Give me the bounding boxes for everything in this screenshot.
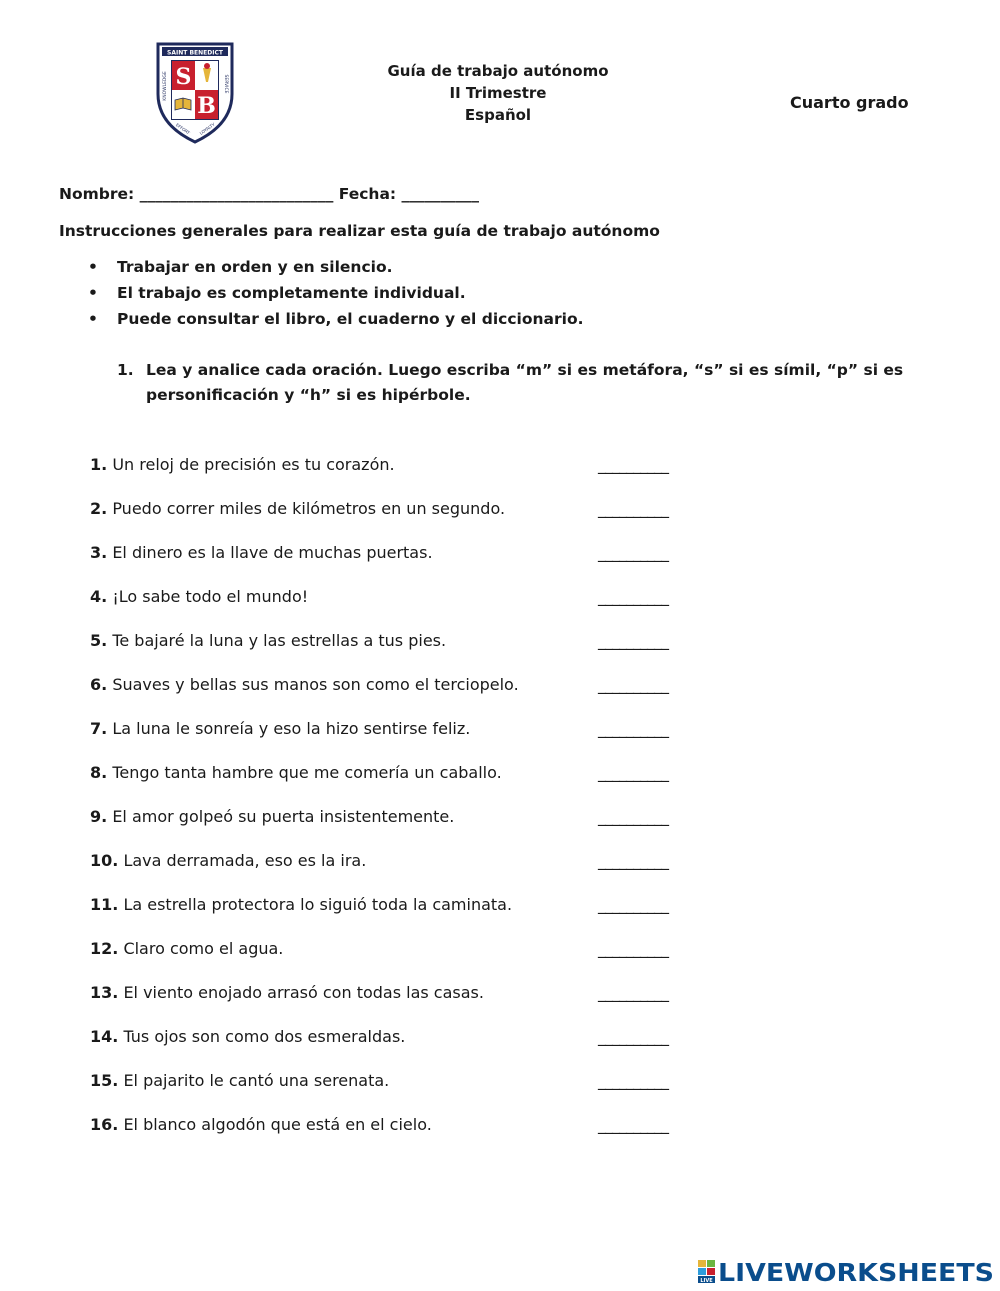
sentence-item: 12. Claro como el agua. __________ [90, 939, 668, 958]
bullet-icon: • [88, 258, 98, 276]
header-title: Guía de trabajo autónomo [387, 62, 609, 80]
answer-blank[interactable]: __________ [598, 499, 668, 518]
watermark-text: LIVEWORKSHEETS [718, 1258, 994, 1286]
answer-blank[interactable]: __________ [598, 939, 668, 958]
answer-blank[interactable]: __________ [598, 675, 668, 694]
watermark-badge-text: LIVE [700, 1278, 713, 1284]
sentence-item: 1. Un reloj de precisión es tu corazón. __________ [90, 455, 668, 474]
sentence-item: 13. El viento enojado arrasó con todas las casas. __________ [90, 983, 668, 1002]
answer-blank[interactable]: __________ [598, 719, 668, 738]
logo-bottom-left-text: EFFORT [174, 122, 191, 136]
document-header [300, 60, 696, 126]
logo-bottom-right-text: LOYALTY [198, 121, 216, 136]
sentence-item: 14. Tus ojos son como dos esmeraldas. __________ [90, 1027, 668, 1046]
header-trimester: II Trimestre [449, 84, 547, 102]
sentence-item: 8. Tengo tanta hambre que me comería un caballo. __________ [90, 763, 668, 782]
answer-blank[interactable]: __________ [598, 455, 668, 474]
sentence-item: 7. La luna le sonreía y eso la hizo sentirse feliz. __________ [90, 719, 668, 738]
answer-blank[interactable]: __________ [598, 1027, 668, 1046]
sentence-item: 10. Lava derramada, eso es la ira. __________ [90, 851, 668, 870]
logo-right-text: SERVICE [223, 74, 228, 94]
sentence-list [90, 455, 710, 1159]
answer-blank[interactable]: __________ [598, 587, 668, 606]
instruction-item: • Puede consultar el libro, el cuaderno y el diccionario. [88, 310, 584, 328]
instructions-title: Instrucciones generales para realizar esta guía de trabajo autónomo [59, 222, 660, 240]
answer-blank[interactable]: __________ [598, 895, 668, 914]
sentence-item: 15. El pajarito le cantó una serenata. __________ [90, 1071, 668, 1090]
answer-blank[interactable]: __________ [598, 851, 668, 870]
sentence-item: 16. El blanco algodón que está en el cielo. __________ [90, 1115, 668, 1134]
instruction-item: • El trabajo es completamente individual. [88, 284, 466, 302]
logo-letter-b: B [197, 93, 216, 119]
name-date-fields[interactable]: Nombre: _________________________ Fecha: __________ [59, 185, 480, 203]
sentence-item: 5. Te bajaré la luna y las estrellas a tus pies. __________ [90, 631, 668, 650]
answer-blank[interactable]: __________ [598, 1071, 668, 1090]
logo-left-text: KNOWLEDGE [163, 71, 168, 101]
answer-blank[interactable]: __________ [598, 983, 668, 1002]
header-subject: Español [464, 106, 532, 124]
liveworksheets-badge-icon [698, 1260, 715, 1284]
book-icon [175, 98, 191, 110]
sentence-item: 11. La estrella protectora lo siguió toda la caminata. __________ [90, 895, 668, 914]
bullet-icon: • [88, 310, 98, 328]
answer-blank[interactable]: __________ [598, 543, 668, 562]
sentence-item: 4. ¡Lo sabe todo el mundo! __________ [90, 587, 668, 606]
sentence-item: 3. El dinero es la llave de muchas puertas. __________ [90, 543, 668, 562]
bullet-icon: • [88, 284, 98, 302]
question-number: 1. [117, 361, 134, 379]
instruction-item: • Trabajar en orden y en silencio. [88, 258, 393, 276]
liveworksheets-watermark [696, 1256, 996, 1286]
logo-letter-s: S [175, 64, 192, 90]
question-text: Lea y analice cada oración. Luego escriba “m” si es metáfora, “s” si es símil, “p” si es personificación y “h” si es hipérbole. [146, 361, 904, 404]
sentence-item: 2. Puedo correr miles de kilómetros en un segundo. __________ [90, 499, 668, 518]
sentence-item: 6. Suaves y bellas sus manos son como el terciopelo. __________ [90, 675, 668, 694]
question-prompt [117, 358, 917, 408]
school-logo [156, 42, 234, 144]
instructions-list [88, 258, 583, 336]
answer-blank[interactable]: __________ [598, 1115, 668, 1134]
sentence-item: 9. El amor golpeó su puerta insistentemente. __________ [90, 807, 668, 826]
answer-blank[interactable]: __________ [598, 807, 668, 826]
answer-blank[interactable]: __________ [598, 631, 668, 650]
grade-label: Cuarto grado [790, 93, 909, 112]
logo-arc-text: SAINT BENEDICT [167, 49, 223, 57]
answer-blank[interactable]: __________ [598, 763, 668, 782]
